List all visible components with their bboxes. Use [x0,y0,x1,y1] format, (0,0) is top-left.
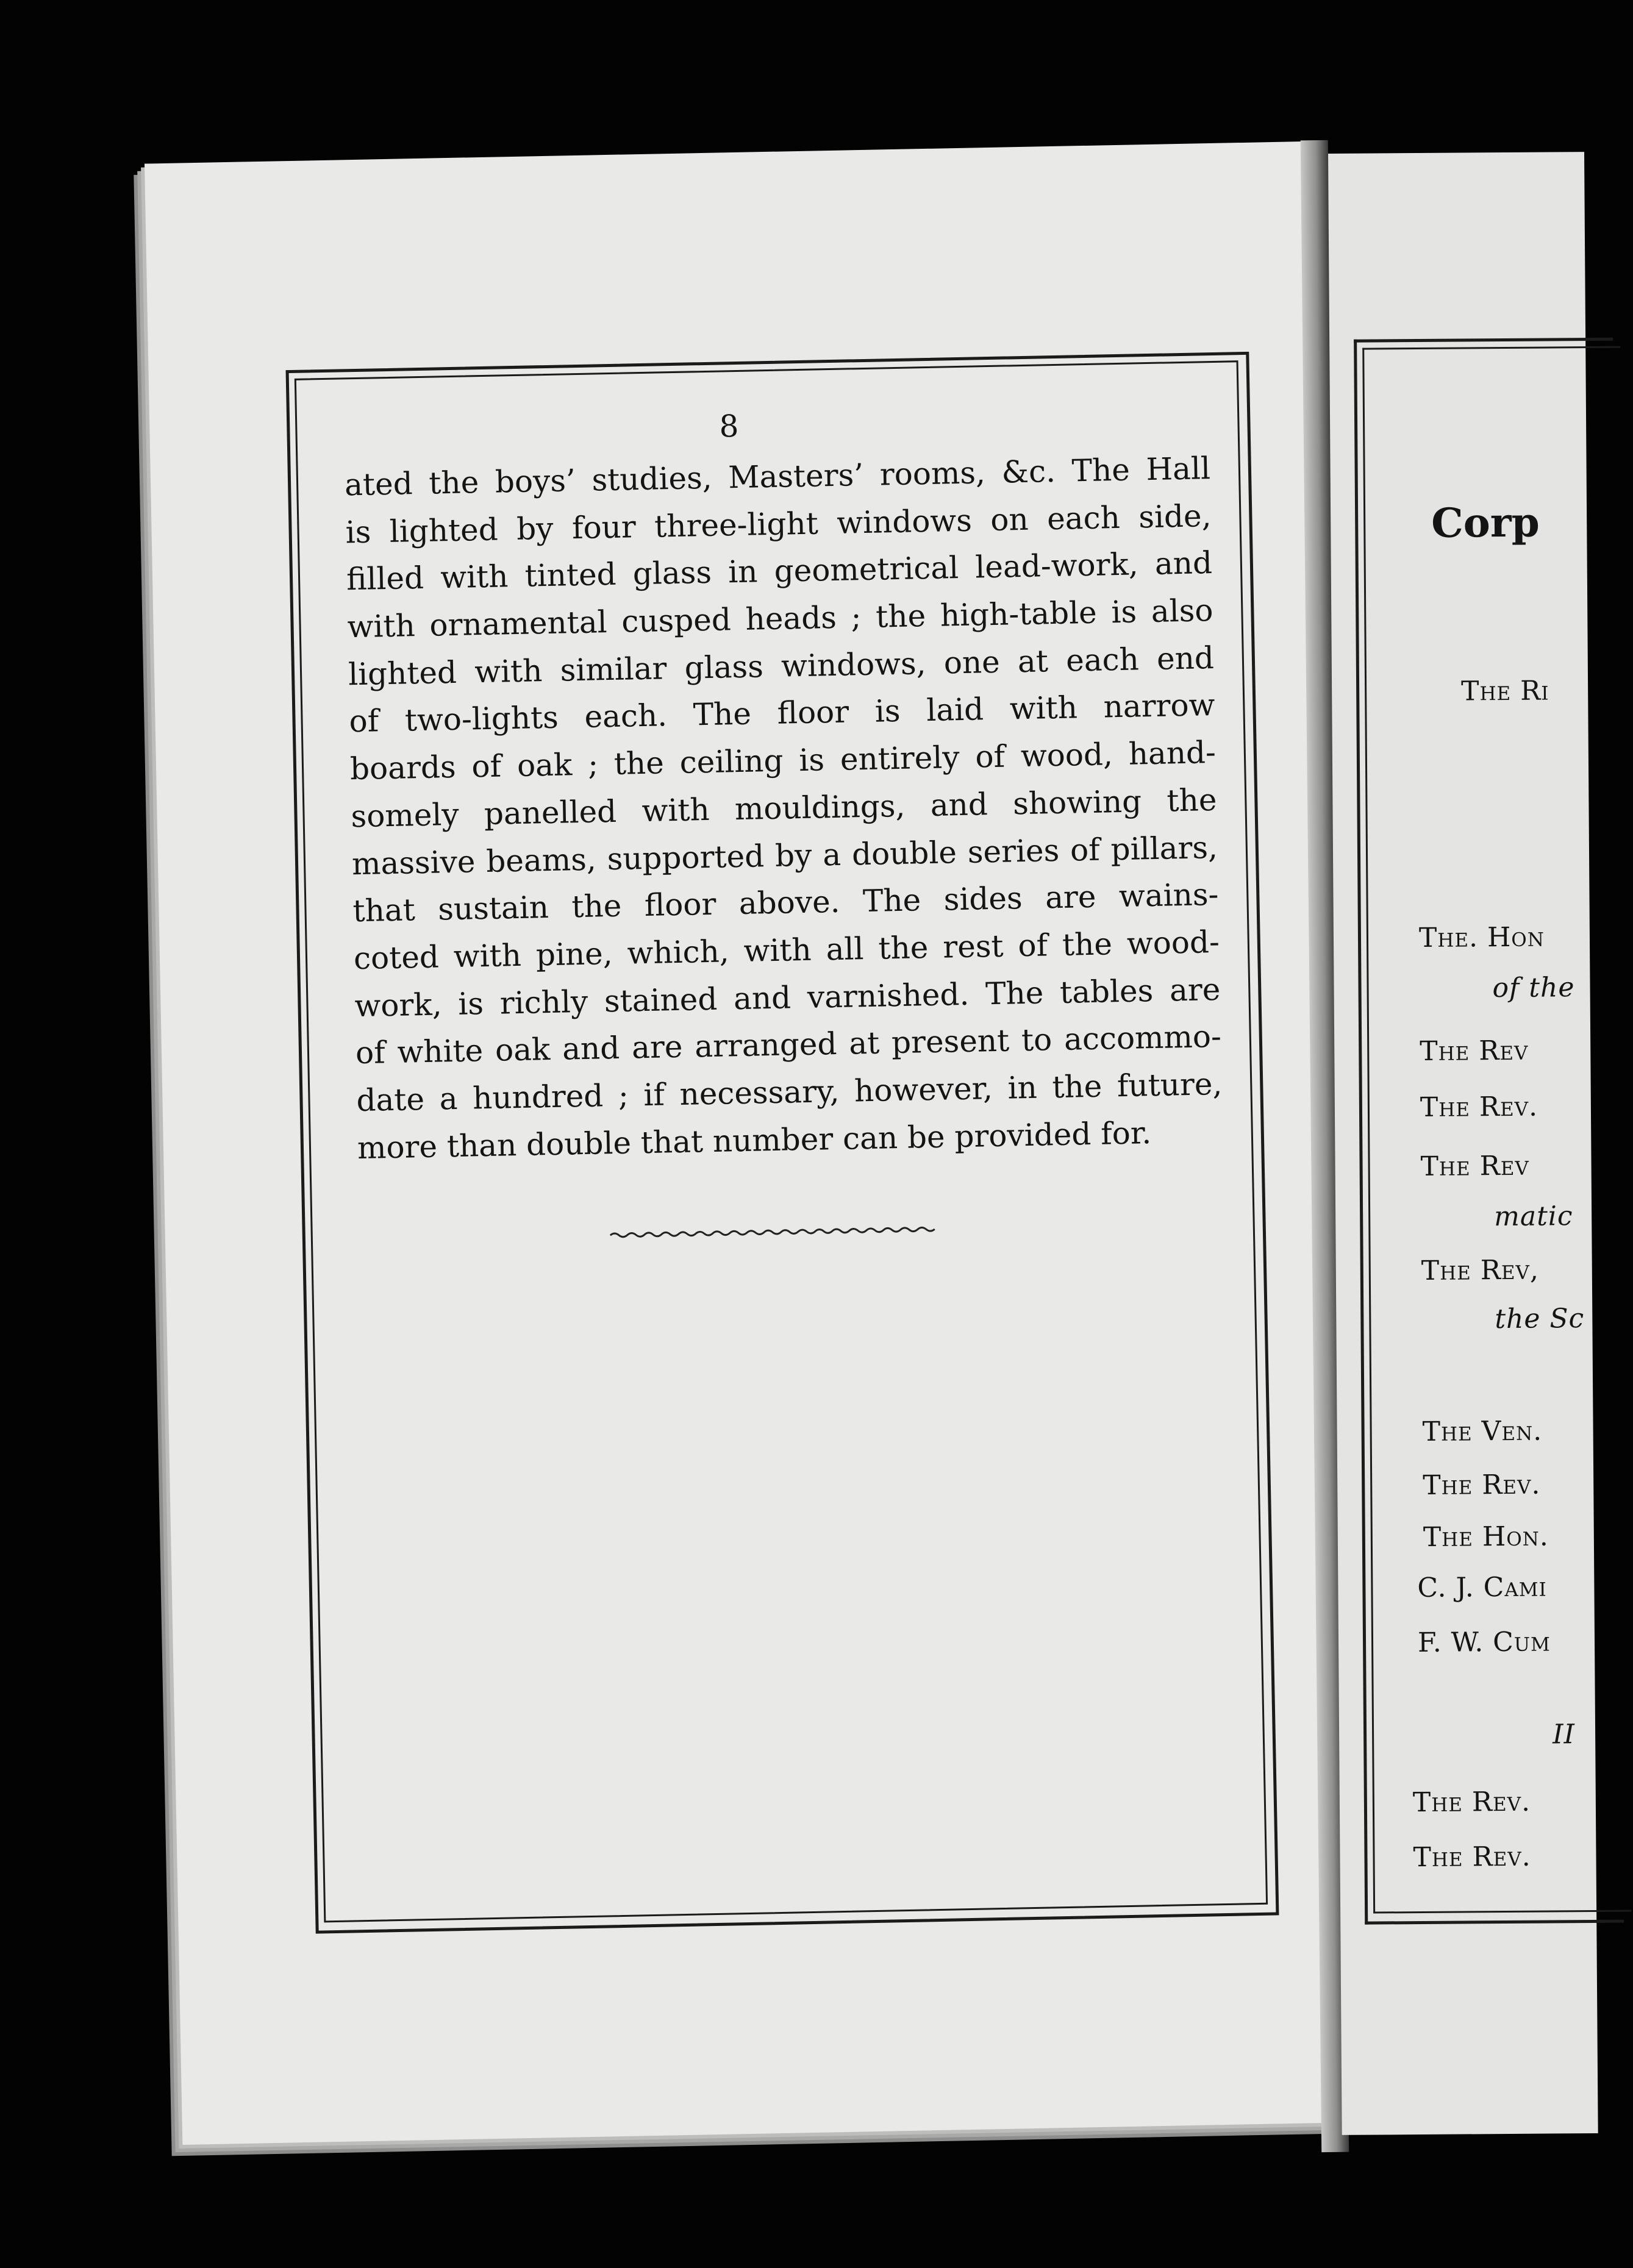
right-text-line: The Rev [1420,1035,1529,1067]
right-text-line: The Rev [1420,1150,1529,1182]
page-border-inner [1362,346,1631,1914]
right-text-line: The Rev. [1420,1091,1538,1123]
right-page [1328,152,1598,2135]
text-line: ated the boys’ studies, Masters’ rooms, &c. The Hall [344,451,1211,503]
right-text-line: the Sc [1495,1303,1585,1335]
text-line: boards of oak ; the ceiling is entirely of wood, hand- [349,735,1217,787]
right-text-line: The Ven. [1422,1415,1543,1447]
text-line: is lighted by four three-light windows on each side, [345,497,1212,551]
right-text-line: F. W. Cum [1417,1626,1551,1659]
text-line: more than double that number can be provided for. [357,1114,1152,1166]
text-line: date a hundred ; if necessary, however, in the future, [356,1066,1223,1119]
right-text-line: C. J. Cami [1417,1571,1547,1604]
right-page-heading: Corp [1431,498,1540,547]
right-text-line: The Rev. [1412,1786,1531,1819]
right-text-line: The Rev. [1413,1841,1531,1874]
right-text-line: The Rev, [1421,1254,1540,1286]
right-text-line: The Ri [1460,675,1549,707]
right-text-line: The Rev. [1423,1469,1541,1501]
text-line: of two-lights each. The floor is laid with narrow [349,687,1215,740]
text-line: lighted with similar glass windows, one at each end [348,640,1215,693]
text-line: work, is richly stained and varnished. The tables are [354,971,1221,1024]
body-text [344,445,1223,1172]
right-text-line: matic [1494,1200,1573,1233]
text-line: massive beams, supported by a double series of pillars, [351,829,1218,882]
text-line: with ornamental cusped heads ; the high-table is also [347,593,1213,645]
right-text-line: II [1552,1719,1576,1750]
text-line: of white oak and are arranged at present to accommo- [355,1019,1222,1071]
text-line: that sustain the floor above. The sides are wains- [352,877,1219,929]
text-line: filled with tinted glass in geometrical lead-work, and [346,545,1213,597]
right-text-line: of the [1492,972,1575,1004]
page-number: 8 [718,408,739,444]
text-line: coted with pine, which, with all the rest of the wood- [353,924,1220,977]
text-line: somely panelled with mouldings, and showing the [351,782,1217,835]
right-text-line: The. Hon [1418,921,1545,954]
right-text-line: The Hon. [1423,1521,1549,1553]
left-page [145,141,1341,2145]
